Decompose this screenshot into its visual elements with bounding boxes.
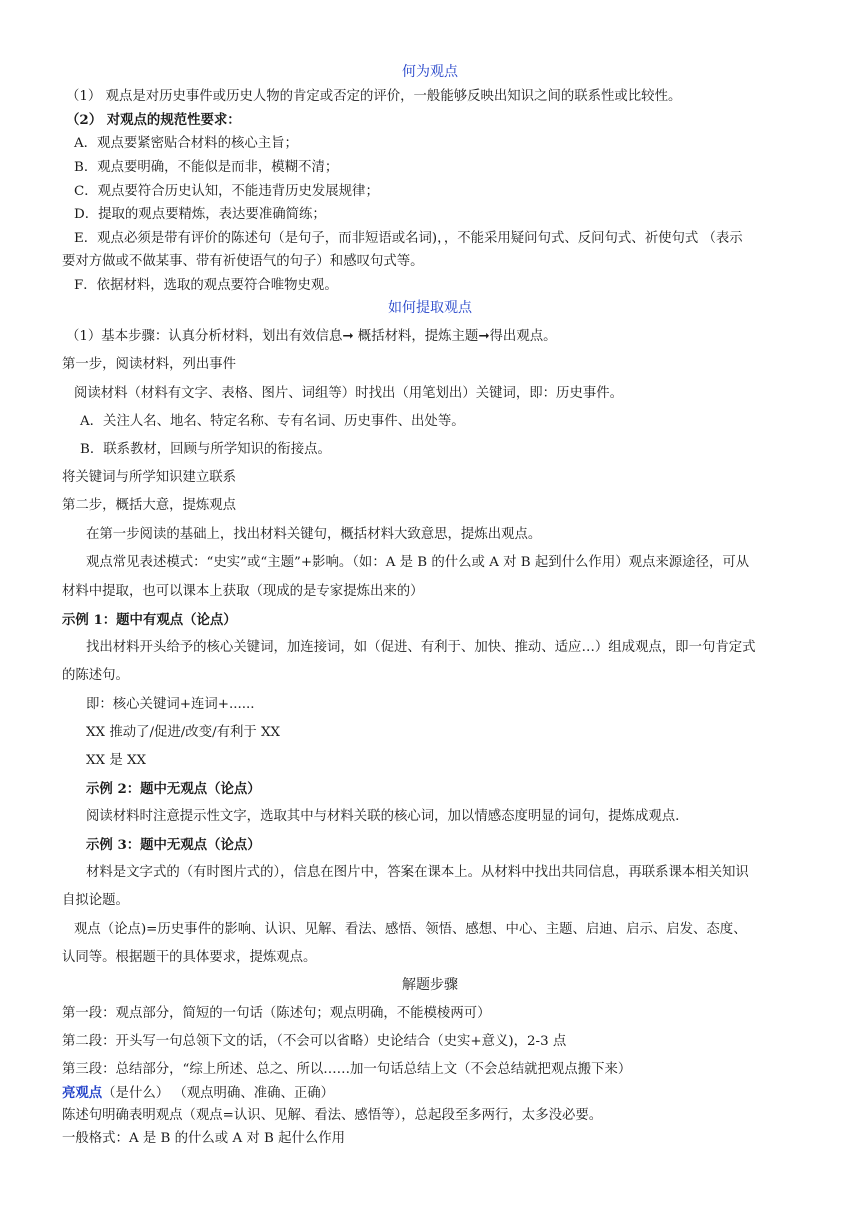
step2-text: 在第一步阅读的基础上，找出材料关键句，概括材料大致意思，提炼出观点。 — [86, 527, 542, 542]
definition-paragraph: （1） 观点是对历史事件或历史人物的肯定或否定的评价，一般能够反映出知识之间的联系性或比较性。 — [66, 89, 682, 104]
paragraph-one: 第一段：观点部分，简短的一句话（陈述句；观点明确，不能模棱两可） — [62, 1006, 491, 1021]
requirement-item-e-cont: 要对方做或不做某事、带有祈使语气的句子）和感叹句式等。 — [62, 254, 424, 269]
example1-line-1: 找出材料开头给予的核心关键词，加连接词，如（促进、有利于、加快、推动、适应…）组成观点，即一句肯定式 — [86, 640, 756, 655]
example3-title: 示例 3：题中无观点（论点） — [86, 837, 261, 853]
step1-item-a: A．关注人名、地名、特定名称、专有名词、历史事件、出处等。 — [80, 414, 465, 429]
pattern-line-1: 观点常见表述模式：“史实”或“主题”+影响。（如：A 是 B 的什么或 A 对 B 起到什么作用）观点来源途径，可从 — [86, 555, 750, 570]
paragraph-two: 第二段：开头写一句总领下文的话，（不会可以省略）史论结合（史实+意义)，2-3 点 — [62, 1034, 567, 1049]
requirement-item-d: D．提取的观点要精炼，表达要准确简练； — [74, 207, 326, 222]
paragraph-three: 第三段：总结部分，“综上所述、总之、所以……加一句话总结上文（不会总结就把观点搬下来） — [62, 1062, 632, 1077]
example1-formula-2: XX 推动了/促进/改变/有利于 XX — [86, 725, 281, 740]
step2-title: 第二步，概括大意，提炼观点 — [62, 498, 237, 513]
liang-viewpoint-line — [62, 1083, 334, 1104]
link-knowledge-text: 将关键词与所学知识建立联系 — [62, 470, 237, 485]
example2-title: 示例 2：题中无观点（论点） — [86, 781, 261, 797]
example3-line-2: 自拟论题。 — [62, 893, 129, 908]
basic-steps: （1）基本步骤：认真分析材料，划出有效信息➞ 概括材料，提炼主题➞得出观点。 — [66, 329, 557, 344]
section-title-how-to-extract: 如何提取观点 — [388, 300, 472, 316]
viewpoint-definition-line-1: 观点（论点)=历史事件的影响、认识、见解、看法、感悟、领悟、感想、中心、主题、启迪、启示、启发、态度、 — [74, 922, 747, 937]
general-format-line: 一般格式：A 是 B 的什么或 A 对 B 起什么作用 — [62, 1131, 346, 1146]
example1-line-2: 的陈述句。 — [62, 668, 129, 683]
example1-title: 示例 1：题中有观点（论点） — [62, 612, 237, 628]
requirements-heading: （2） 对观点的规范性要求： — [66, 112, 241, 128]
requirement-item-f: F．依据材料，选取的观点要符合唯物史观。 — [74, 278, 338, 293]
section-title-what-is-viewpoint: 何为观点 — [402, 64, 458, 80]
pattern-line-2: 材料中提取，也可以课本上获取（现成的是专家提炼出来的） — [62, 584, 424, 599]
step1-title: 第一步，阅读材料，列出事件 — [62, 357, 237, 372]
requirement-item-a: A．观点要紧密贴合材料的核心主旨； — [74, 136, 298, 151]
viewpoint-definition-line-2: 认同等。根据题干的具体要求，提炼观点。 — [62, 950, 317, 965]
requirement-item-c: C．观点要符合历史认知，不能违背历史发展规律； — [74, 184, 379, 199]
step1-item-b: B．联系教材，回顾与所学知识的衔接点。 — [80, 442, 331, 457]
requirement-item-e: E．观点必须是带有评价的陈述句（是句子，而非短语或名词)，，不能采用疑问句式、反问句式、祈使句式 （表示 — [74, 231, 743, 246]
liang-viewpoint-rest: （是什么） （观点明确、准确、正确） — [102, 1086, 335, 1101]
step1-text: 阅读材料（材料有文字、表格、图片、词组等）时找出（用笔划出）关键词，即：历史事件。 — [74, 386, 624, 401]
example1-formula-3: XX 是 XX — [86, 753, 147, 768]
section-title-solving-steps: 解题步骤 — [402, 977, 458, 993]
statement-line: 陈述句明确表明观点（观点=认识、见解、看法、感悟等），总起段至多两行，太多没必要。 — [62, 1108, 603, 1123]
requirement-item-b: B．观点要明确，不能似是而非，模糊不清； — [74, 160, 339, 175]
liang-viewpoint-label: 亮观点 — [62, 1085, 103, 1101]
example3-line-1: 材料是文字式的（有时图片式的），信息在图片中，答案在课本上。从材料中找出共同信息，再联系课本相关知识 — [86, 865, 749, 880]
example1-formula: 即：核心关键词+连词+...... — [86, 697, 255, 712]
example2-text: 阅读材料时注意提示性文字，选取其中与材料关联的核心词，加以情感态度明显的词句，提炼成观点. — [86, 809, 680, 824]
